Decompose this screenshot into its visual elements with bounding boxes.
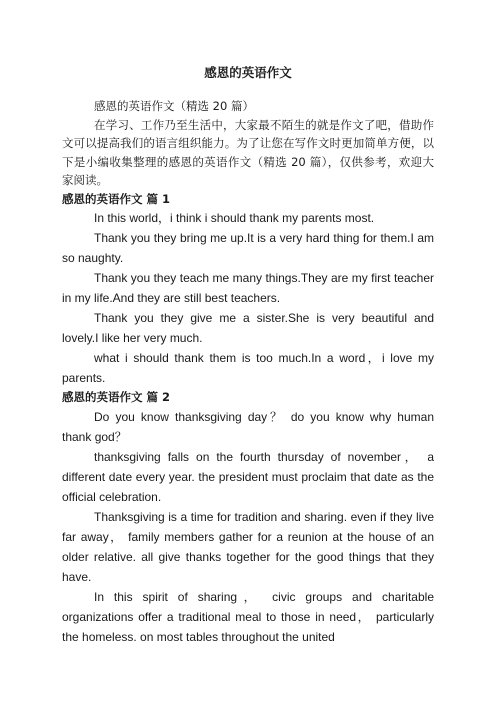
- paragraph: what i should thank them is too much.In a word，i love my parents.: [62, 351, 434, 385]
- section-body: [62, 407, 434, 647]
- paragraph: In this world，i think i should thank my parents most.: [94, 211, 375, 225]
- section-2: [62, 388, 434, 647]
- paragraph: Thank you they teach me many things.They are my first teacher in my life.And they are still best teachers.: [62, 271, 434, 305]
- intro-block: [62, 97, 434, 190]
- paragraph: Thank you they give me a sister.She is very beautiful and lovely.I like her very much.: [62, 311, 434, 345]
- intro-line: 感恩的英语作文（精选 20 篇）: [94, 99, 254, 113]
- paragraph: Thank you they bring me up.It is a very hard thing for them.I am so naughty.: [62, 231, 434, 265]
- section-heading: 感恩的英语作文 篇 2: [62, 390, 171, 404]
- paragraph: thanksgiving falls on the fourth thursday of november， a different date every year. the president must proclaim that date as the official celebration.: [62, 449, 434, 504]
- intro-paragraph: 在学习、工作乃至生活中，大家最不陌生的就是作文了吧，借助作文可以提高我们的语言组织能力。为了让您在写作文时更加简单方便，以下是小编收集整理的感恩的英语作文（精选 20 篇），仅供参考，欢迎大家阅读。: [62, 117, 434, 187]
- paragraph: Do you know thanksgiving day？ do you know why human thank god？: [62, 409, 434, 444]
- section-body: [62, 208, 434, 388]
- document-title: 感恩的英语作文: [204, 65, 292, 80]
- paragraph: Thanksgiving is a time for tradition and sharing. even if they live far away， family members gather for a reunion at the house of an older relative. all give thanks together for the good things that they have.: [62, 509, 434, 584]
- section-heading: 感恩的英语作文 篇 1: [62, 191, 171, 206]
- paragraph: In this spirit of sharing， civic groups and charitable organizations offer a traditional meal to those in need， particularly the homeless. on most tables throughout the united: [62, 589, 434, 644]
- section-1: [62, 190, 434, 389]
